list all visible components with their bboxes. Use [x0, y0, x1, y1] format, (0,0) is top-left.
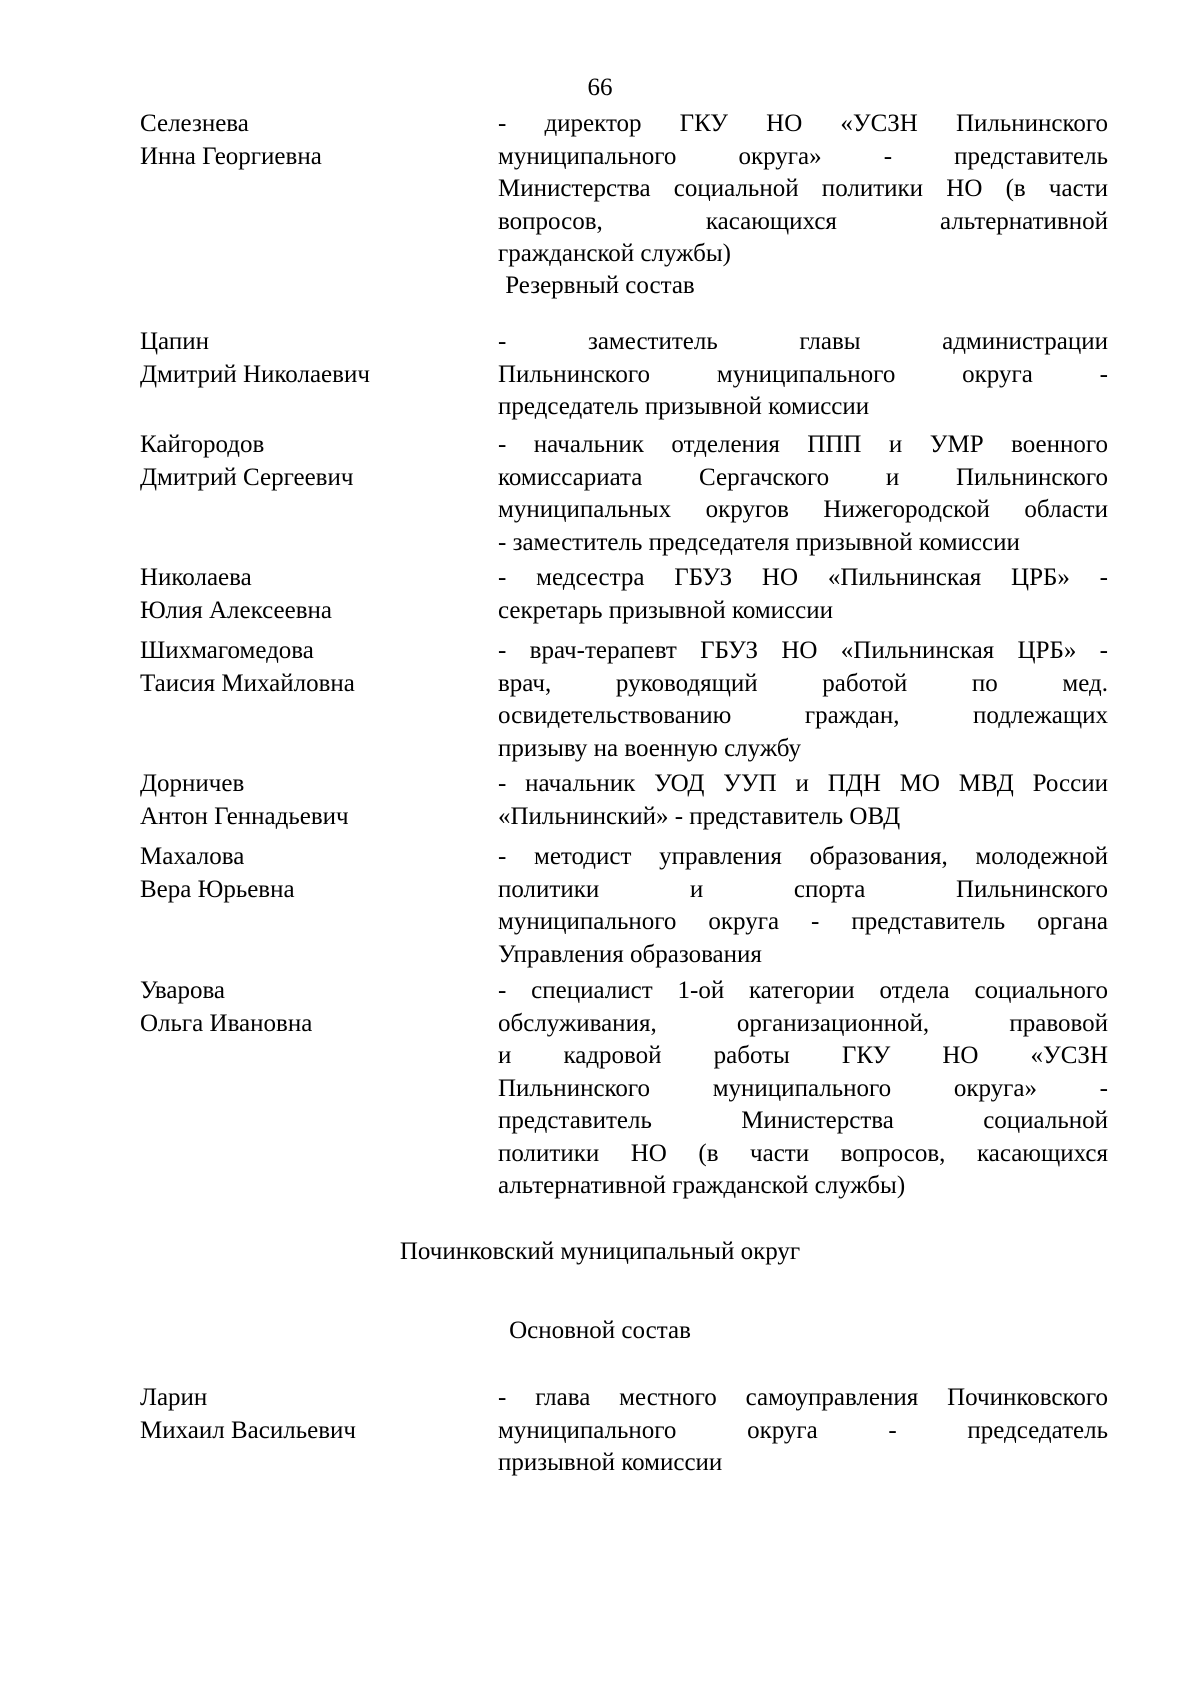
role-line: представитель Министерства социальной: [498, 1107, 1108, 1134]
member-name: [140, 326, 480, 391]
member-name: [140, 841, 480, 906]
role-line: муниципального округа - председатель: [498, 1416, 1108, 1444]
member-name: [140, 562, 480, 627]
role-line: - специалист 1-ой категории отдела социального: [498, 977, 1108, 1004]
role-line: председатель призывной комиссии: [498, 393, 870, 420]
member-role: [498, 635, 1108, 765]
member-surname: Кайгородов: [140, 431, 265, 458]
member-given-names: Юлия Алексеевна: [140, 596, 332, 624]
member-name: [140, 429, 480, 494]
member-surname: Ларин: [140, 1384, 208, 1411]
member-surname: Селезнева: [140, 110, 249, 137]
member-role: [498, 108, 1108, 271]
role-line: обслуживания, организационной, правовой: [498, 1009, 1108, 1037]
member-role: [498, 768, 1108, 833]
member-name: [140, 975, 480, 1040]
member-name: [140, 1382, 480, 1447]
member-role: [498, 841, 1108, 971]
role-line: политики и спорта Пильнинского: [498, 875, 1108, 903]
member-surname: Цапин: [140, 328, 209, 355]
role-line: Управления образования: [498, 940, 762, 968]
member-name: [140, 768, 480, 833]
member-surname: Дорничев: [140, 770, 245, 797]
role-line: призыву на военную службу: [498, 734, 802, 762]
member-given-names: Дмитрий Николаевич: [140, 360, 370, 388]
member-role: [498, 326, 1108, 424]
role-line: - начальник УОД УУП и ПДН МО МВД России: [498, 770, 1108, 797]
member-surname: Махалова: [140, 843, 245, 870]
role-line: политики НО (в части вопросов, касающихся: [498, 1139, 1108, 1167]
role-line: призывной комиссии: [498, 1449, 723, 1476]
member-surname: Уварова: [140, 977, 226, 1004]
role-line: секретарь призывной комиссии: [498, 596, 834, 624]
member-given-names: Михаил Васильевич: [140, 1416, 356, 1444]
member-name: [140, 635, 480, 700]
role-line: Министерства социальной политики НО (в части: [498, 175, 1108, 202]
role-line: «Пильнинский» - представитель ОВД: [498, 802, 901, 830]
role-line: освидетельствованию граждан, подлежащих: [498, 702, 1108, 729]
role-line: - директор ГКУ НО «УСЗН Пильнинского: [498, 110, 1108, 137]
role-line: Пильнинского муниципального округа -: [498, 360, 1108, 388]
role-line: муниципального округа» - представитель: [498, 142, 1108, 170]
member-surname: Шихмагомедова: [140, 637, 314, 664]
role-line: и кадровой работы ГКУ НО «УСЗН: [498, 1042, 1108, 1069]
member-given-names: Таисия Михайловна: [140, 669, 355, 697]
member-role: [498, 562, 1108, 627]
role-line: - медсестра ГБУЗ НО «Пильнинская ЦРБ» -: [498, 564, 1108, 591]
role-line: Пильнинского муниципального округа» -: [498, 1074, 1108, 1102]
member-surname: Николаева: [140, 564, 252, 591]
role-line: врач, руководящий работой по мед.: [498, 669, 1108, 697]
member-given-names: Антон Геннадьевич: [140, 802, 349, 830]
role-line: муниципальных округов Нижегородской области: [498, 496, 1108, 523]
role-line: комиссариата Сергачского и Пильнинского: [498, 463, 1108, 491]
role-line: муниципального округа - представитель органа: [498, 908, 1108, 935]
role-line: - заместитель председателя призывной комиссии: [498, 528, 1020, 556]
district-heading: Починковский муниципальный округ: [399, 1238, 801, 1265]
role-line: - глава местного самоуправления Починковского: [498, 1384, 1108, 1411]
member-role: [498, 1382, 1108, 1480]
member-role: [498, 429, 1108, 559]
page-number: 66: [587, 74, 613, 101]
member-name: [140, 108, 480, 173]
reserve-heading: Резервный состав: [505, 272, 695, 299]
member-given-names: Вера Юрьевна: [140, 875, 295, 903]
member-given-names: Дмитрий Сергеевич: [140, 463, 354, 491]
main-composition-heading: Основной состав: [509, 1317, 691, 1344]
role-line: - заместитель главы администрации: [498, 328, 1108, 355]
role-line: - врач-терапевт ГБУЗ НО «Пильнинская ЦРБ» -: [498, 637, 1108, 664]
member-role: [498, 975, 1108, 1203]
role-line: вопросов, касающихся альтернативной: [498, 207, 1108, 235]
member-given-names: Ольга Ивановна: [140, 1009, 313, 1037]
role-line: гражданской службы): [498, 240, 731, 267]
role-line: - начальник отделения ППП и УМР военного: [498, 431, 1108, 458]
role-line: - методист управления образования, молодежной: [498, 843, 1108, 870]
member-given-names: Инна Георгиевна: [140, 142, 322, 170]
role-line: альтернативной гражданской службы): [498, 1172, 906, 1199]
